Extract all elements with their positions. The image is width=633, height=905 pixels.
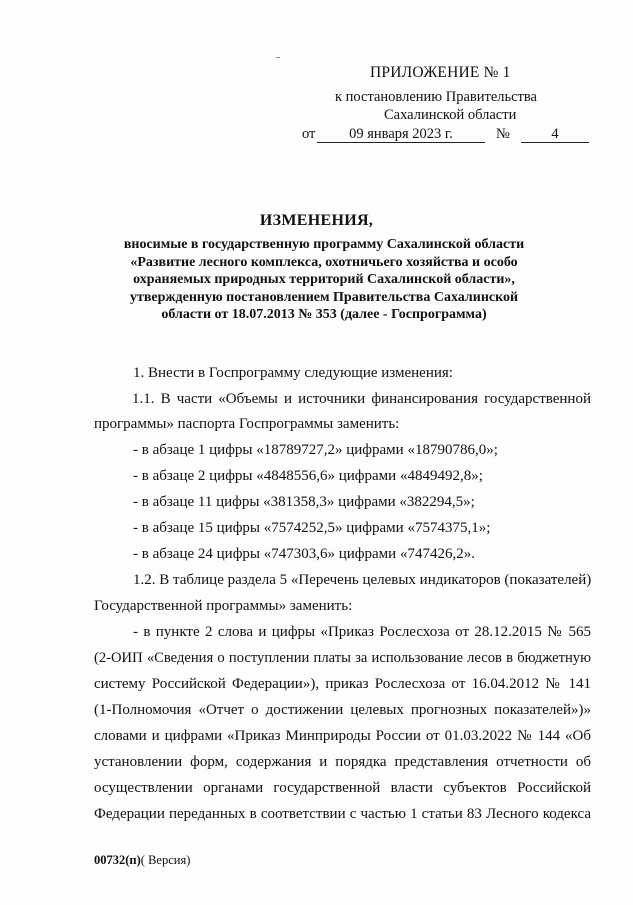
document-subheading (110, 236, 538, 324)
from-label: от (302, 126, 316, 142)
subheading-line: охраняемых природных территорий Сахалинской области», (133, 272, 515, 287)
subheading-line: области от 18.07.2013 № 353 (далее - Госпрограмма) (161, 307, 487, 322)
paragraph-1-1-text: 1.1. В части «Объемы и источники финансирования государственной (132, 391, 591, 407)
document-heading: ИЗМЕНЕНИЯ, (259, 212, 374, 229)
list-item: - в абзаце 15 цифры «7574252,5» цифрами «7574375,1»; (133, 520, 491, 536)
paragraph-1-2-line2: Государственной программы» заменить: (94, 598, 353, 614)
subheading-line: утвержденную постановлением Правительства Сахалинской (129, 289, 519, 305)
subheading-line: вносимые в государственную программу Сахалинской области (123, 237, 525, 252)
resolution-ref-line1: к постановлению Правительства (335, 89, 537, 105)
number-label: № (496, 126, 510, 142)
footer-version: ( Версия) (140, 853, 191, 867)
body-line: систему Российской Федерации»), приказ Рослесхоза от 16.04.2012 № 141 (94, 676, 591, 692)
resolution-ref-line2: Сахалинской области (384, 107, 517, 123)
paragraph-1-2-line1: 1.2. В таблице раздела 5 «Перечень целевых индикаторов (показателей) (133, 572, 592, 588)
scan-speck (276, 57, 280, 58)
resolution-date: 09 января 2023 г. (317, 126, 485, 143)
body-line: установлении форм, содержания и порядка представления отчетности об (94, 754, 591, 770)
body-line: (1-Полномочия «Отчет о достижении целевых прогнозных показателей»)» (94, 702, 591, 718)
list-item: - в абзаце 11 цифры «381358,3» цифрами «382294,5»; (133, 494, 475, 510)
body-line: осуществлении органами государственной власти субъектов Российской (94, 780, 591, 796)
paragraph-1-1-line2: программы» паспорта Госпрограммы заменить: (94, 416, 400, 432)
body-line: словами и цифрами «Приказ Минприроды России от 01.03.2022 № 144 «Об (94, 728, 591, 744)
list-item: - в абзаце 2 цифры «4848556,6» цифрами «4849492,8»; (133, 468, 483, 484)
list-item: - в абзаце 1 цифры «18789727,2» цифрами «18790786,0»; (133, 442, 498, 458)
resolution-number: 4 (521, 126, 589, 143)
list-item: - в абзаце 24 цифры «747303,6» цифрами «747426,2». (133, 546, 475, 562)
paragraph-1: 1. Внести в Госпрограмму следующие изменения: (133, 365, 453, 381)
document-footer (94, 853, 190, 868)
subheading-line: «Развитие лесного комплекса, охотничьего хозяйства и особо (130, 254, 518, 270)
body-line: (2-ОИП «Сведения о поступлении платы за использование лесов в бюджетную (94, 650, 591, 666)
paragraph-1-1-line1 (94, 390, 591, 408)
body-line: - в пункте 2 слова и цифры «Приказ Рослесхоза от 28.12.2015 № 565 (133, 624, 591, 640)
appendix-title: ПРИЛОЖЕНИЕ № 1 (370, 64, 511, 81)
body-line: Федерации переданных в соответствии с частью 1 статьи 83 Лесного кодекса (94, 806, 591, 822)
footer-code: 00732(п) (94, 853, 141, 867)
